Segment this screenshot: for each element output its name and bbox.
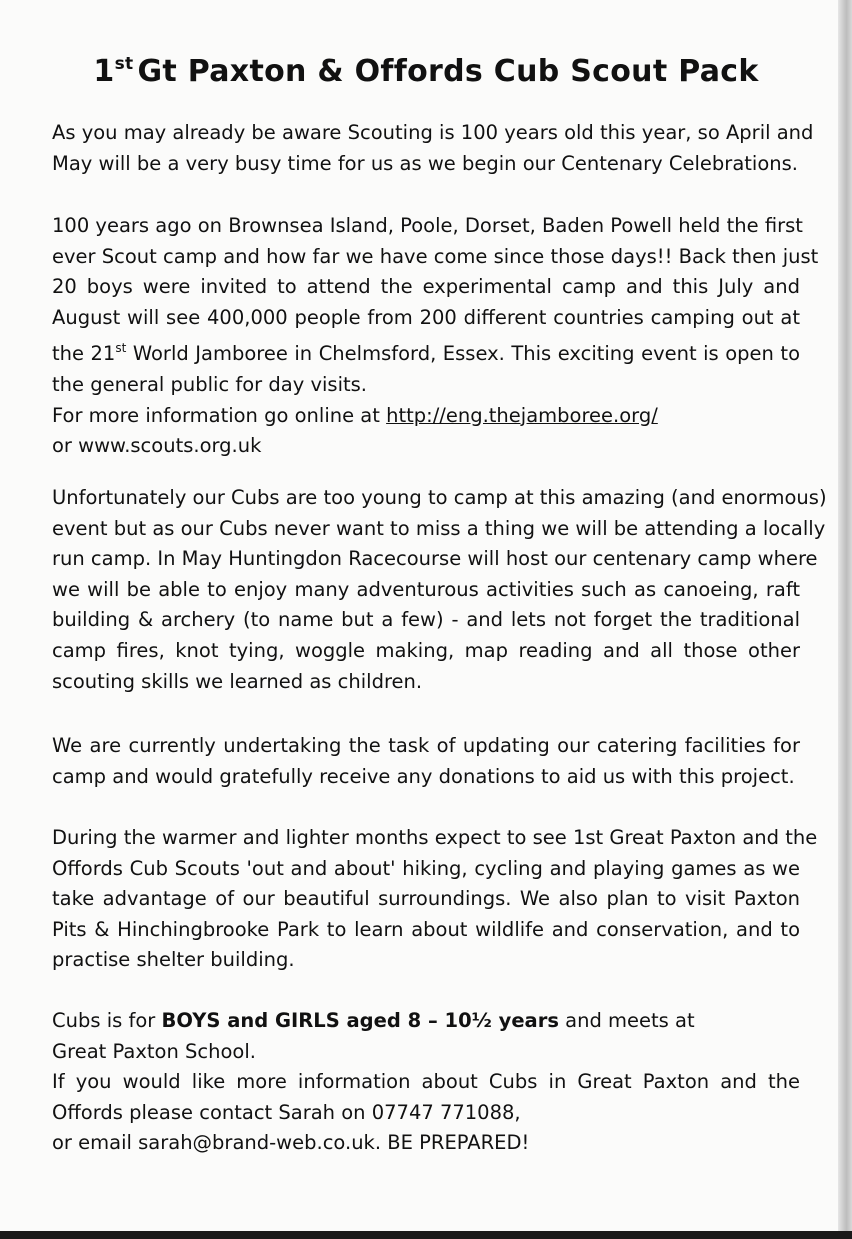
text-line: Unfortunately our Cubs are too young to camp at this amazing (and enormous) bbox=[52, 486, 827, 509]
meeting-place-line: Great Paxton School. bbox=[52, 1039, 256, 1063]
text-line: 20 boys were invited to attend the experimental camp and this July and bbox=[52, 275, 800, 299]
text-line: practise shelter building. bbox=[52, 948, 295, 972]
text-fragment: the 21 bbox=[52, 342, 116, 366]
text-line: August will see 400,000 people from 200 different countries camping out at bbox=[52, 305, 800, 329]
page-title bbox=[0, 54, 852, 89]
history-paragraph bbox=[52, 211, 819, 462]
title-ordinal-number: 1 bbox=[93, 54, 115, 89]
text-line: ever Scout camp and how far we have come since those days!! Back then just bbox=[52, 244, 819, 268]
text-line: take advantage of our beautiful surroundings. We also plan to visit Paxton bbox=[52, 887, 800, 911]
text-line: Pits & Hinchingbrooke Park to learn about wildlife and conservation, and to bbox=[52, 917, 800, 941]
info-prefix: For more information go online at bbox=[52, 403, 387, 427]
page-edge-shadow bbox=[838, 0, 852, 1239]
info-line bbox=[52, 401, 800, 432]
text-line bbox=[52, 333, 800, 370]
jamboree-link[interactable]: http://eng.thejamboree.org/ bbox=[386, 403, 658, 427]
text-line: May will be a very busy time for us as we begin our Centenary Celebrations. bbox=[52, 151, 798, 175]
title-ordinal-suffix: st bbox=[114, 54, 134, 74]
text-line: camp fires, knot tying, woggle making, map reading and all those other bbox=[52, 638, 800, 662]
contact-paragraph bbox=[52, 1006, 800, 1159]
text-line: 100 years ago on Brownsea Island, Poole, Dorset, Baden Powell held the first bbox=[52, 214, 803, 237]
text-line: As you may already be aware Scouting is 100 years old this year, so April and bbox=[52, 121, 814, 144]
camp-paragraph bbox=[52, 483, 827, 697]
page-bottom-border bbox=[0, 1231, 852, 1239]
text-line: If you would like more information about Cubs in Great Paxton and the bbox=[52, 1070, 800, 1094]
text-line: scouting skills we learned as children. bbox=[52, 669, 423, 693]
text-line: we will be able to enjoy many adventurous activities such as canoeing, raft bbox=[52, 577, 800, 601]
text-line: event but as our Cubs never want to miss a thing we will be attending a locally bbox=[52, 516, 826, 540]
text-line: We are currently undertaking the task of updating our catering facilities for bbox=[52, 734, 800, 757]
ordinal-suffix: st bbox=[115, 341, 127, 356]
phone-contact-line: Offords please contact Sarah on 07747 771088, bbox=[52, 1100, 521, 1124]
text-fragment: Cubs is for bbox=[52, 1009, 162, 1032]
text-line: Offords Cub Scouts 'out and about' hiking, cycling and playing games as we bbox=[52, 856, 800, 880]
catering-paragraph bbox=[52, 731, 800, 792]
text-line: the general public for day visits. bbox=[52, 372, 367, 396]
email-contact-line: or email sarah@brand-web.co.uk. BE PREPARED! bbox=[52, 1131, 530, 1155]
text-line: camp and would gratefully receive any donations to aid us with this project. bbox=[52, 764, 795, 788]
text-fragment: World Jamboree in Chelmsford, Essex. This exciting event is open to bbox=[126, 342, 801, 366]
eligibility-line bbox=[52, 1006, 800, 1037]
scouts-website-line: or www.scouts.org.uk bbox=[52, 434, 262, 458]
text-fragment: and meets at bbox=[558, 1009, 695, 1032]
text-line: During the warmer and lighter months expect to see 1st Great Paxton and the bbox=[52, 826, 818, 849]
text-line: building & archery (to name but a few) - and lets not forget the traditional bbox=[52, 608, 800, 632]
intro-paragraph bbox=[52, 118, 814, 179]
eligibility-highlight: BOYS and GIRLS aged 8 – 10½ years bbox=[161, 1009, 559, 1032]
text-line: run camp. In May Huntingdon Racecourse will host our centenary camp where bbox=[52, 547, 818, 571]
outdoors-paragraph bbox=[52, 823, 818, 976]
title-text: Gt Paxton & Offords Cub Scout Pack bbox=[137, 54, 759, 89]
